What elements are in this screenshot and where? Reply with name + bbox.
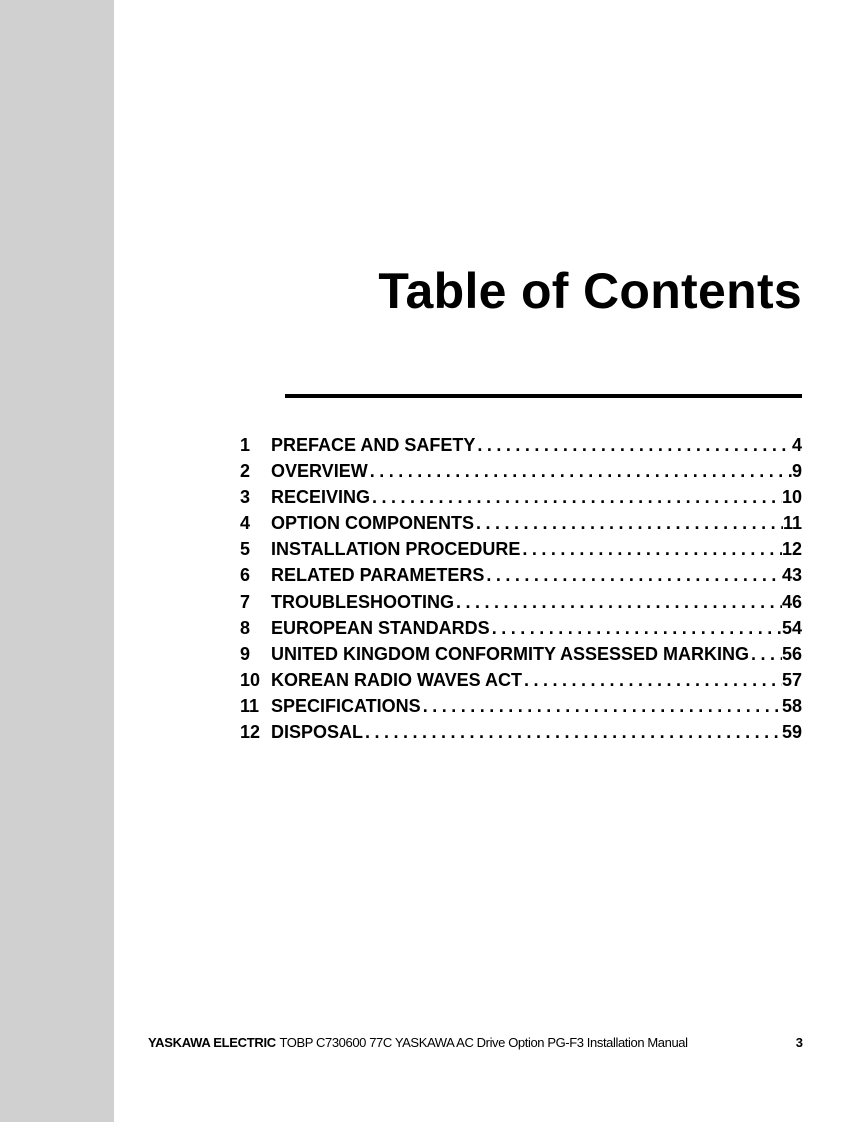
toc-dot-leader xyxy=(363,719,782,745)
toc-entry-page: 54 xyxy=(781,617,802,638)
toc-entry-label: SPECIFICATIONS xyxy=(271,695,421,716)
toc-dot-leader xyxy=(484,562,782,588)
toc-entry-number: 8 xyxy=(240,617,251,638)
toc-entry-label: INSTALLATION PROCEDURE xyxy=(271,539,521,560)
toc-entry-label: OVERVIEW xyxy=(271,461,368,482)
toc-entry-page: 12 xyxy=(781,539,802,560)
page-title: Table of Contents xyxy=(378,263,802,319)
toc-entry-troubleshooting[interactable] xyxy=(240,589,802,615)
page-footer xyxy=(148,1035,803,1051)
toc-entry-number: 4 xyxy=(240,513,251,534)
toc-dot-leader xyxy=(421,693,782,719)
toc-entry-page: 56 xyxy=(781,643,802,664)
toc-entry-label: UNITED KINGDOM CONFORMITY ASSESSED MARKING xyxy=(271,643,750,664)
toc-dot-leader xyxy=(490,615,782,641)
toc-entry-european-standards[interactable] xyxy=(240,615,802,641)
toc-entry-number: 2 xyxy=(240,461,251,482)
toc-dot-leader xyxy=(520,536,782,562)
toc-entry-page: 46 xyxy=(781,591,802,612)
toc-entry-number: 11 xyxy=(240,695,260,716)
toc-entry-page: 10 xyxy=(781,487,802,508)
title-underline-rule xyxy=(285,394,802,398)
toc-entry-label: EUROPEAN STANDARDS xyxy=(271,617,490,638)
footer-text xyxy=(148,1035,688,1051)
toc-entry-number: 9 xyxy=(240,643,251,664)
toc-entry-korean-radio-waves-act[interactable] xyxy=(240,667,802,693)
toc-entry-number: 10 xyxy=(240,669,261,690)
toc-entry-overview[interactable] xyxy=(240,458,802,484)
toc-entry-receiving[interactable] xyxy=(240,484,802,510)
toc-entry-label: TROUBLESHOOTING xyxy=(271,591,454,612)
toc-entry-label: DISPOSAL xyxy=(271,722,364,743)
toc-dot-leader xyxy=(522,667,782,693)
toc-dot-leader xyxy=(749,641,782,667)
toc-entry-related-parameters[interactable] xyxy=(240,562,802,588)
toc-entry-label: PREFACE AND SAFETY xyxy=(271,435,476,455)
toc-entry-disposal[interactable] xyxy=(240,719,802,745)
toc-entry-number: 7 xyxy=(240,591,251,612)
toc-entry-preface-and-safety[interactable] xyxy=(240,432,802,458)
toc-entry-uk-conformity-assessed-marking[interactable] xyxy=(240,641,802,667)
toc-entry-number: 3 xyxy=(240,487,251,508)
toc-entry-page: 57 xyxy=(781,669,802,690)
footer-document-title: TOBP C730600 77C YASKAWA AC Drive Option PG-F3 Installation Manual xyxy=(279,1035,688,1050)
toc-entry-page: 43 xyxy=(781,565,802,586)
toc-entry-option-components[interactable] xyxy=(240,510,802,536)
toc-entry-page: 58 xyxy=(781,695,802,716)
toc-entry-label: OPTION COMPONENTS xyxy=(271,513,475,534)
toc-entry-label: RECEIVING xyxy=(271,487,371,508)
toc-entry-number: 5 xyxy=(240,539,251,560)
toc-dot-leader xyxy=(474,510,783,536)
toc-entry-page: 11 xyxy=(782,513,802,534)
toc-entry-page: 9 xyxy=(791,461,802,482)
toc-dot-leader xyxy=(368,458,792,484)
toc-dot-leader xyxy=(454,589,782,615)
toc-entry-number: 6 xyxy=(240,565,251,586)
toc-dot-leader xyxy=(370,484,782,510)
footer-page-number: 3 xyxy=(795,1035,803,1050)
toc-entry-specifications[interactable] xyxy=(240,693,802,719)
toc-entry-page: 59 xyxy=(781,722,802,743)
table-of-contents xyxy=(240,432,802,745)
toc-entry-number: 1 xyxy=(240,435,251,455)
toc-entry-installation-procedure[interactable] xyxy=(240,536,802,562)
toc-entry-label: RELATED PARAMETERS xyxy=(271,565,485,586)
toc-entry-label: KOREAN RADIO WAVES ACT xyxy=(271,669,523,690)
toc-entry-page: 4 xyxy=(791,435,802,455)
page-side-band xyxy=(0,0,114,1122)
footer-brand: YASKAWA ELECTRIC xyxy=(148,1035,276,1050)
toc-dot-leader xyxy=(475,432,792,458)
toc-entry-number: 12 xyxy=(240,722,261,743)
